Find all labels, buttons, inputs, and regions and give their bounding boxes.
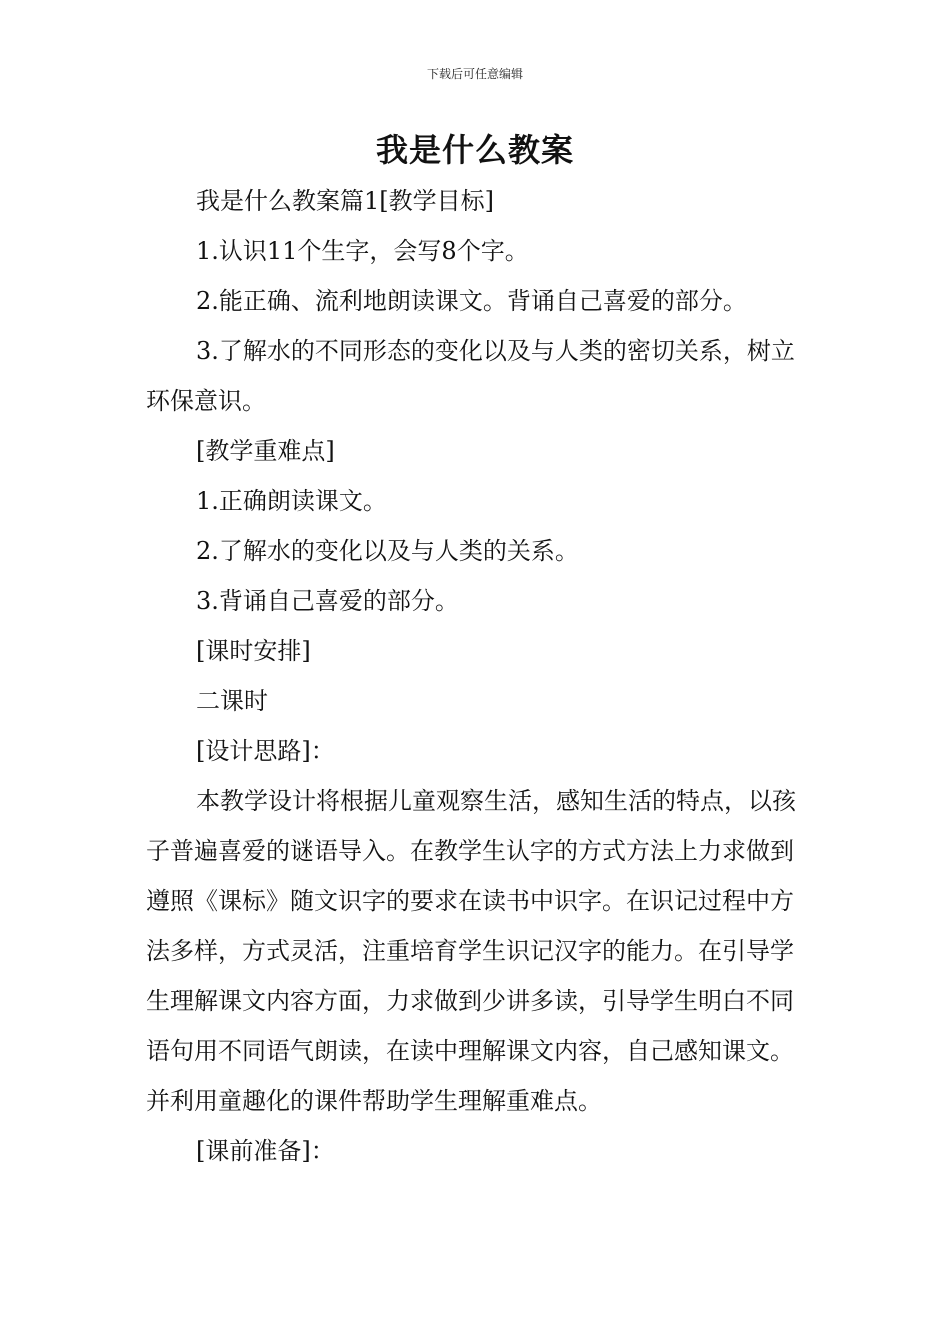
paragraph-goal-3: 3.了解水的不同形态的变化以及与人类的密切关系，树立环保意识。 xyxy=(146,337,795,415)
paragraph-key-point-2: 2.了解水的变化以及与人类的关系。 xyxy=(196,537,579,565)
section-heading-key-points: [教学重难点] xyxy=(196,437,335,465)
paragraph-goal-1: 1.认识11个生字，会写8个字。 xyxy=(196,237,529,265)
section-heading-design: [设计思路]： xyxy=(196,737,335,765)
header-note: 下载后可任意编辑 xyxy=(426,67,523,81)
section-heading-schedule: [课时安排] xyxy=(196,637,311,665)
paragraph-design: 本教学设计将根据儿童观察生活，感知生活的特点，以孩子普遍喜爱的谜语导入。在教学生认字的方式方法上力求做到遵照《课标》随文识字的要求在读书中识字。在识记过程中方法多样，方式灵活，注重培育学生识记汉字的能力。在引导学生理解课文内容方面，力求做到少讲多读，引导学生明白不同语句用不同语气朗读，在读中理解课文内容，自己感知课文。并利用童趣化的课件帮助学生理解重难点。 xyxy=(146,787,796,1115)
paragraph-key-point-3: 3.背诵自己喜爱的部分。 xyxy=(196,587,459,615)
page-title: 我是什么教案 xyxy=(375,131,574,169)
paragraph-key-point-1: 1.正确朗读课文。 xyxy=(196,487,387,515)
section-heading-preparation: [课前准备]： xyxy=(196,1137,335,1165)
paragraph-goal-2: 2.能正确、流利地朗读课文。背诵自己喜爱的部分。 xyxy=(196,287,747,315)
document-body xyxy=(146,176,808,1176)
paragraph-lesson-heading: 我是什么教案篇1[教学目标] xyxy=(196,187,494,215)
paragraph-schedule: 二课时 xyxy=(196,687,268,715)
